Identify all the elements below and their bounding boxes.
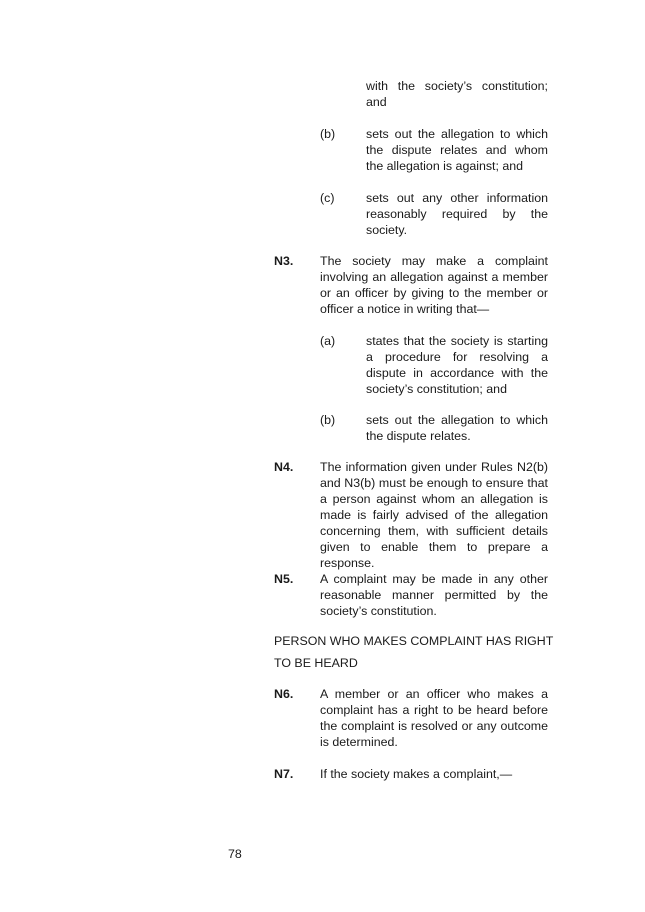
rule-n5-text: A complaint may be made in any other reasonable manner permitted by the society’s constitution. [320,572,548,618]
n2-b-text: sets out the allegation to which the dispute relates and whom the allegation is against; and [366,127,548,173]
n3-a-text: states that the society is starting a procedure for resolving a dispute in accordance with the society’s constitution; and [366,334,548,396]
n2-a-continuation: with the society’s constitution; and [366,79,548,109]
n2-b-label: (b) [320,127,336,141]
n2-c-label: (c) [320,191,335,205]
rule-n4-text: The information given under Rules N2(b) and N3(b) must be enough to ensure that a person against whom an allegation is made is fairly advised of the allegation concerning them, with sufficient details given to enable them to prepare a response. [320,460,548,570]
rule-n6-number: N6. [274,687,294,701]
rule-n7-number: N7. [274,767,294,781]
n2-c-text: sets out any other information reasonably required by the society. [366,191,548,237]
rule-n3-number: N3. [274,254,294,268]
n3-a-label: (a) [320,334,336,348]
n3-b-text: sets out the allegation to which the dispute relates. [366,413,548,443]
rule-n6-text: A member or an officer who makes a complaint has a right to be heard before the complaint is resolved or any outcome is determined. [320,687,548,749]
n3-b-label: (b) [320,413,336,427]
rule-n4-number: N4. [274,460,294,474]
rule-n3-text: The society may make a complaint involving an allegation against a member or an officer by giving to the member or officer a notice in writing that— [320,254,548,316]
section-heading: PERSON WHO MAKES COMPLAINT HAS RIGHT TO BE HEARD [274,634,554,670]
rule-n7-text: If the society makes a complaint,— [320,767,513,781]
page-number: 78 [228,847,242,861]
rule-n5-number: N5. [274,572,294,586]
